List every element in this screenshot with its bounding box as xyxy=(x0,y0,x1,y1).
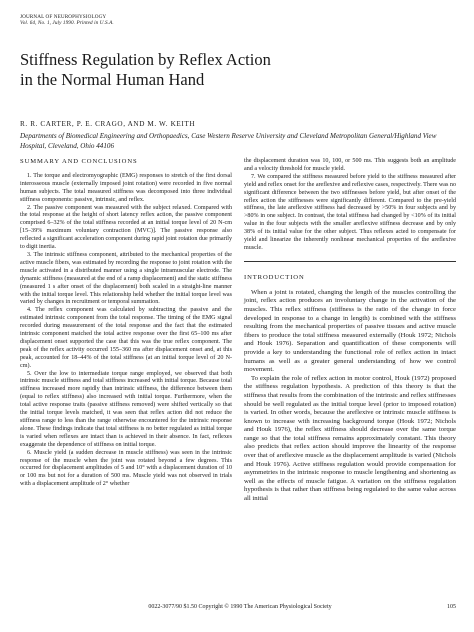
article-title xyxy=(20,50,440,90)
summary-paragraph: 1. The torque and electromyographic (EMG) responses to stretch of the first dorsal interosseous muscle (externally imposed joint rotation) were recorded in five normal human subjects. The total measured stiffness was decomposed into three individual stiffness components: passive, intrinsic, and reflex. xyxy=(20,172,232,203)
authors: R. R. CARTER, P. E. CRAGO, AND M. W. KEITH xyxy=(20,120,196,128)
title-line: in the Normal Human Hand xyxy=(20,70,205,89)
summary-continuation: the displacement duration was 10, 100, or 500 ms. This suggests both an amplitude and a velocity threshold for muscle yield. xyxy=(244,158,456,172)
introduction-paragraph: When a joint is rotated, changing the length of the muscles controlling the joint, reflex action produces an involuntary change in the activation of the muscles. This reflex stiffness (stiffness is the ratio of the change in force developed in response to a change in length) is combined with the stiffness resulting from the mechanical properties of passive tissues and active muscle fibers to produce the total stiffness measured externally (Houk 1972; Nichols and Houk 1976). Separation and quantification of these components will provide a key to understanding the functional role of reflex action in intact humans as well as a greater general understanding of how we control movement. xyxy=(244,288,456,374)
introduction-heading: INTRODUCTION xyxy=(244,273,305,281)
affiliation: Departments of Biomedical Engineering and Orthopaedics, Case Western Reserve University and Cleveland Metropolitan General/Highland View Hospital, Cleveland, Ohio 44106 xyxy=(20,132,437,150)
introduction-paragraph: To explain the role of reflex action in motor control, Houk (1972) proposed the stiffness regulation hypothesis. A prediction of this theory is that the stiffness that results from the combination of the intrinsic and reflex stiffnesses should be well regulated as the initial torque level (prior to imposed rotation) is varied. In other words, because the areflexive or intrinsic muscle stiffness is known to increase with increasing background torque (Houk 1972; Nichols and Houk 1976), the reflex stiffness should decrease over the same torque range so that the total stiffness remains approximately constant. This theory also predicts that reflex action should improve the linearity of the response over that of areflexive muscle as the displacement amplitude is varied (Nichols and Houk 1976). Active stiffness regulation would provide compensation for asymmetries in the intrinsic response to muscle lengthening and shortening as well as the effects of muscle fatigue. A variation on the stiffness regulation hypothesis is that rather than stiffness being regulated to the same value across all initial xyxy=(244,374,456,503)
summary-heading: SUMMARY AND CONCLUSIONS xyxy=(20,158,138,165)
page-number: 105 xyxy=(447,604,456,610)
right-column xyxy=(244,158,456,504)
summary-paragraph: 5. Over the low to intermediate torque range employed, we observed that both intrinsic muscle stiffness and total stiffness increased with initial torque. Because total stiffness increased more rapidly than intrinsic stiffness, the difference between them (equal to reflex stiffness) also increased with initial torque. Furthermore, when the total active response traits (passive stiffness removed) were shifted vertically so that the initial torque levels matched, it was seen that reflex action did not reduce the stiffness range to less than the range otherwise encountered for the intrinsic response alone. These findings indicate that total stiffness is no better regulated as initial torque is varied when reflexes are intact than is achieved in their absence. In fact, reflexes exaggerate the dependence of stiffness on initial torque. xyxy=(20,370,232,448)
summary-paragraph: 6. Muscle yield (a sudden decrease in muscle stiffness) was seen in the intrinsic response of the muscle when the joint was rotated beyond a few degrees. This occurred for displacement amplitudes of 5 and 10° with a displacement duration of 10 or 100 ms but not for a duration of 500 ms. Muscle yield was not observed in trials with a displacement amplitude of 2° whether xyxy=(20,449,232,488)
journal-header xyxy=(20,14,114,27)
introduction-body xyxy=(244,289,456,504)
title-line: Stiffness Regulation by Reflex Action xyxy=(20,50,271,69)
summary-paragraph: 4. The reflex component was calculated by subtracting the passive and the estimated intrinsic component from the total response. The timing of the EMG signal recorded during measurement of the total response and the fact that the estimated intrinsic component matched the total active response over the first 65–100 ms after displacement onset supported the case that this was the true reflex component. The peak of the reflex activity occurred 155–360 ms after displacement onset and, at this peak, accounted for 18–44% of the total stiffness (at an initial torque level of 20 N-cm). xyxy=(20,307,232,369)
journal-volume: Vol. 64, No. 1, July 1990. Printed in U.S.A. xyxy=(20,20,114,27)
copyright-line: 0022-3077/90 $1.50 Copyright © 1990 The American Physiological Society xyxy=(148,604,332,610)
summary-paragraph: 7. We compared the stiffness measured before yield to the stiffness measured after yield and reflex onset for the areflexive and reflexive cases, respectively. There was no significant difference between the two stiffnesses before yield, but after onset of the reflex action the stiffnesses were significantly different. Compared to the pre-yield stiffness, the late areflexive stiffness had decreased by >50% in four subjects and by >80% in one subject. In contrast, the total stiffness had changed by <10% of its initial value in the four subjects with the smaller areflexive stiffness decrease and by only 38% of its initial value for the other subject. Thus reflexes acted to compensate for yield and linearize the inherently nonlinear mechanical properties of the areflexive muscle. xyxy=(244,173,456,251)
section-divider xyxy=(244,261,456,262)
summary-paragraph: 2. The passive component was measured with the subject relaxed. Compared with the total response at the height of short latency reflex action, the passive component comprised 6–32% of the total stiffness recorded at an initial torque level of 20 N-cm [15–39% maximum voluntary contraction (MVC)]. The passive response also reflected a significant acceleration component during rapid joint rotation due primarily to digit inertia. xyxy=(20,204,232,251)
summary-paragraph: 3. The intrinsic stiffness component, attributed to the mechanical properties of the active muscle fibers, was estimated by recording the response to joint rotation with the muscle activated in a distributed manner using a single intramuscular electrode. The dynamic stiffness (measured at the end of a ramp displacement) and the static stiffness (measured 1 s after onset of the displacement) both scaled in a straight-line manner with the initial torque level. This relationship held whether the initial torque level was varied by changes in recruitment or temporal summation. xyxy=(20,251,232,306)
left-column xyxy=(20,158,232,489)
journal-name: JOURNAL OF NEUROPHYSIOLOGY xyxy=(20,14,107,20)
